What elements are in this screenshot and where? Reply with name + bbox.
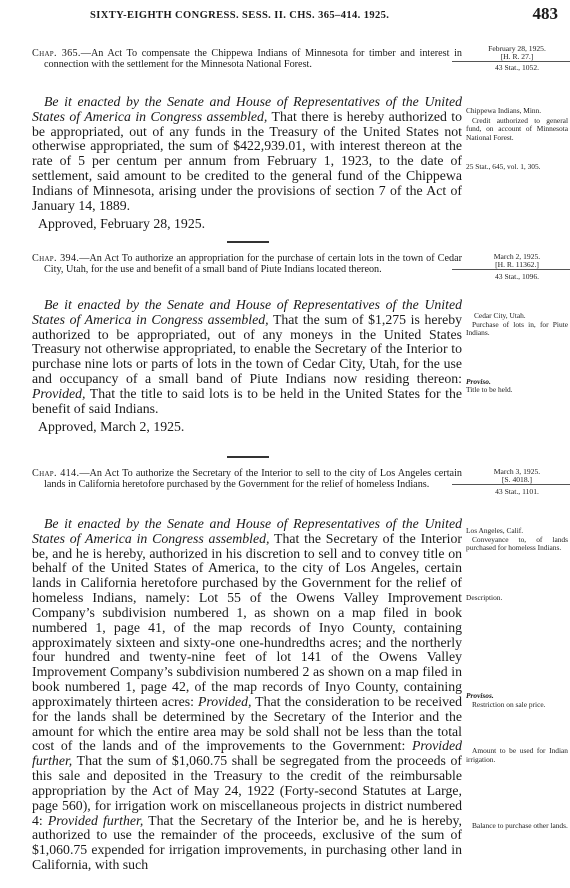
act-365-margin-notes xyxy=(466,107,568,172)
margin-note: Conveyance to, of lands purchased for homeless Indians. xyxy=(466,534,568,553)
chapter-label: Chap. 414. xyxy=(32,468,80,479)
act-365-reference xyxy=(466,45,568,72)
bill-reference: [H. R. 11362.] xyxy=(495,260,539,270)
act-414-margin-notes xyxy=(466,527,568,553)
statute-reference: 43 Stat., 1096. xyxy=(494,271,540,281)
act-414-title xyxy=(32,468,462,491)
approved-date: Approved, February 28, 1925. xyxy=(38,215,206,231)
margin-note: Description. xyxy=(466,593,503,602)
act-title: —An Act To authorize the Secretary of the Interior to sell to the city of Los Angeles certain lands in California heretofore purchased by the Government for the relief of homeless Indians. xyxy=(44,468,462,491)
act-title: —An Act To compensate the Chippewa Indians of Minnesota for timber and interest in connection with the settlement for the Minnesota National Forest. xyxy=(44,48,462,71)
act-414-margin-provisos xyxy=(466,692,568,709)
date-reference: February 28, 1925. xyxy=(488,44,546,53)
page-number: 483 xyxy=(532,4,558,23)
act-text: That the title to said lots is to be held in the United States for the benefit of said Indians. xyxy=(32,385,462,416)
act-414-margin-description xyxy=(466,594,568,603)
reference-divider xyxy=(452,61,570,62)
proviso: Provided, xyxy=(197,693,252,709)
proviso: Provided further, xyxy=(47,812,144,828)
section-divider xyxy=(227,456,269,458)
page-header xyxy=(0,4,570,26)
date-reference: March 3, 1925. xyxy=(493,467,541,476)
margin-note: Amount to be used for Indian irrigation. xyxy=(466,746,568,764)
chapter-label: Chap. 394. xyxy=(32,253,80,264)
enacting-clause: Be it enacted by the Senate and House of Representatives of the United States of America in Congress assembled, xyxy=(32,297,462,327)
approved-date: Approved, March 2, 1925. xyxy=(38,418,185,434)
act-text: That the consideration to be received for the lands shall be determined by the Secretary of the Interior and the amount for which the entire area may be sold shall not be less than the total cost of the lands and of the improvements to the Government: xyxy=(32,693,463,754)
running-title: SIXTY-EIGHTH CONGRESS. SESS. II. CHS. 365–414. 1925. xyxy=(90,10,390,21)
act-title: —An Act To authorize an appropriation for the purchase of certain lots in the town of Cedar City, Utah, for the use and benefit of a small band of Piute Indians located thereon. xyxy=(44,253,462,276)
section-divider xyxy=(227,241,269,243)
act-text: That the sum of $1,275 is hereby authorized to be appropriated, out of any moneys in the United States Treasury not otherwise appropriated, to enable the Secretary of the Interior to purchase nine lots or parts of lots in the town of Cedar City, Utah, for the use and occupancy of a small band of Piute Indians now residing thereon: xyxy=(32,311,462,387)
act-414-margin-balance xyxy=(466,822,568,831)
bill-reference: [S. 4018.] xyxy=(501,475,533,485)
act-365-body xyxy=(32,95,462,231)
margin-note: Los Angeles, Calif. xyxy=(466,526,524,535)
reference-divider xyxy=(452,484,570,485)
margin-note: Cedar City, Utah. xyxy=(474,311,526,320)
act-394-title xyxy=(32,253,462,276)
proviso: Provided, xyxy=(32,385,86,401)
margin-note: Restriction on sale price. xyxy=(472,699,546,709)
margin-note: Proviso. xyxy=(466,376,491,386)
enacting-clause: Be it enacted by the Senate and House of Representatives of the United States of America in Congress assembled, xyxy=(32,516,462,546)
proviso: Provided further, xyxy=(32,738,462,769)
margin-note: Title to be held. xyxy=(466,385,513,395)
act-394-reference xyxy=(466,253,568,281)
statute-reference: 43 Stat., 1101. xyxy=(495,486,539,496)
reference-divider xyxy=(452,269,570,270)
act-394-body xyxy=(32,298,462,434)
act-414-reference xyxy=(466,468,568,496)
margin-note: Balance to purchase other lands. xyxy=(472,821,568,830)
bill-reference: [H. R. 27.] xyxy=(500,52,534,62)
act-365-title xyxy=(32,48,462,71)
margin-note: Chippewa Indians, Minn. xyxy=(466,106,542,115)
margin-note: 25 Stat., 645, vol. 1, 305. xyxy=(466,162,541,172)
margin-note: Provisos. xyxy=(466,691,494,700)
act-394-margin-notes xyxy=(466,312,568,395)
act-text: That there is hereby authorized to be appropriated, out of any funds in the Treasury of the United States not otherwise appropriated, the sum of $422,939.01, with interest thereon at the rate of 5 per centum per annum from February 1, 1923, to the date of settlement, said amount to be credited to the general fund of the Chippewa Indians of Minnesota, arising under the provisions of section 7 of the Act of January 14, 1889. xyxy=(32,108,463,213)
enacting-clause: Be it enacted by the Senate and House of Representatives of the United States of America in Congress assembled, xyxy=(32,94,462,124)
margin-note: Purchase of lots in, for Piute Indians. xyxy=(466,319,568,338)
act-414-margin-irrigation xyxy=(466,747,568,764)
act-text: That the Secretary of the Interior be, and he is hereby, authorized to use the remainder of the proceeds, exclusive of the sum of $1,060.75 expended for irrigation improvements, in purchasing other land in California, with such xyxy=(32,812,462,873)
act-text: That the sum of $1,060.75 shall be segregated from the proceeds of this sale and deposited in the Treasury to the credit of the reimbursable appropriation by the Act of May 24, 1922 (Forty-second Statutes at Large, page 560), for irrigation work on miscellaneous projects in district numbered 4: xyxy=(32,753,462,828)
margin-note: Credit authorized to general fund, on account of Minnesota National Forest. xyxy=(466,115,568,142)
act-text: That the Secretary of the Interior be, and he is hereby, authorized in his discretion to sell and to convey title on behalf of the United States of America, to the city of Los Angeles, certain lands in California heretofore purchased by the Government for the relief of homeless Indians, namely: Lot 55 of the Owens Valley Improvement Company’s subdivision numbered 1, as shown on a map filed in book numbered 1, page 41, of the map records of Inyo County, containing approximately sixteen and sixty-one one-hundredths acres; and the northerly four hundred and twenty-nine feet of lot 141 of the Owens Valley Improvement Company’s subdivision numbered 2 as shown on a map filed in book numbered 1, page 42, of the map records of Inyo County, containing approximately thirteen acres: xyxy=(32,530,462,709)
act-414-body xyxy=(32,517,462,873)
date-reference: March 2, 1925. xyxy=(493,252,541,261)
statute-reference: 43 Stat., 1052. xyxy=(494,62,540,72)
chapter-label: Chap. 365. xyxy=(32,48,81,59)
